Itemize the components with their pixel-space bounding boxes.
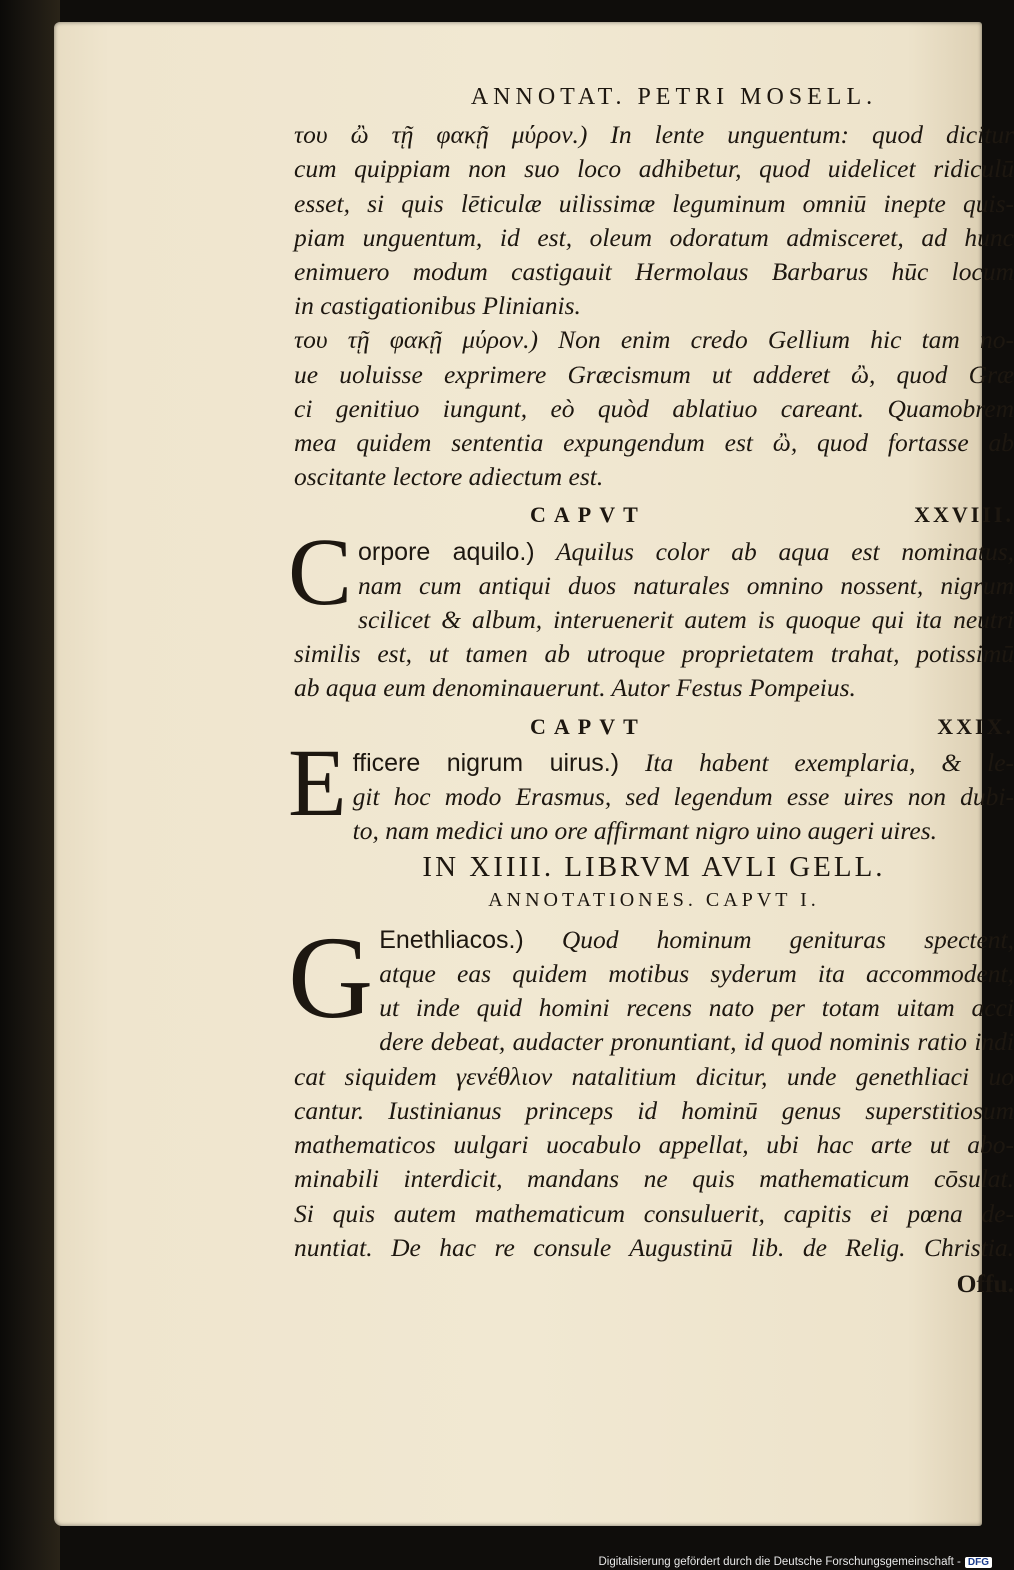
text-line: Si quis autem mathematicum consuluerit, capitis ei pœna de- <box>294 1198 1014 1228</box>
text-line: similis est, ut tamen ab utroque proprietatem trahat, potissimū <box>294 639 1014 669</box>
text-line: oscitante lectore adiectum est. <box>294 462 604 492</box>
text-line: in castigationibus Plinianis. <box>294 291 581 321</box>
text-line: to, nam medici uno ore affirmant nigro uino augeri uires. <box>352 816 937 846</box>
section-greek-2 <box>294 323 1014 494</box>
text-line: dere debeat, audacter pronuntiant, id quod nominis ratio indi <box>379 1027 1014 1057</box>
text-line: cat siquidem γενέθλιον natalitium dicitur, unde genethliaci uo <box>294 1061 1014 1091</box>
text-line: ut inde quid homini recens nato per totam uitam acci <box>379 993 1014 1023</box>
chapter-label: CAPVT <box>530 502 646 528</box>
running-head: ANNOTAT. PETRI MOSELL. <box>470 84 878 110</box>
lemma: Enethliacos.) <box>379 925 524 954</box>
drop-capital: C <box>288 517 353 625</box>
text-line: enimuero modum castigauit Hermolaus Barbarus hūc locum <box>294 257 1014 287</box>
text-line: esset, si quis lēticulæ uilissimæ leguminum omniū inepte quis- <box>294 188 1014 218</box>
text-line: minabili interdicit, mandans ne quis mathematicum cōsulat. <box>294 1164 1014 1194</box>
chapter-label: CAPVT <box>530 713 646 739</box>
lemma: orpore aquilo.) <box>358 537 535 566</box>
text-line: ab aqua eum denominauerunt. Autor Festus Pompeius. <box>294 673 856 703</box>
text-line: nuntiat. De hac re consule Augustinū lib. de Relig. Christia. <box>294 1232 1014 1262</box>
section-greek-1 <box>294 118 1014 323</box>
text-line: ci genitiuo iungunt, eò quòd ablatiuo careant. Quamobrem <box>294 393 1014 423</box>
scan-background-edge <box>0 0 60 1570</box>
chapter-28-body <box>288 517 1014 706</box>
page-text <box>288 80 1014 1301</box>
text-line: piam unguentum, id est, oleum odoratum admisceret, ad hunc <box>294 222 1014 252</box>
drop-capital: G <box>288 911 374 1043</box>
dfg-logo: DFG <box>965 1557 992 1568</box>
text-line <box>294 923 1014 957</box>
chapter-29-body <box>288 728 1014 849</box>
chapter-number: XXIX. <box>937 713 1014 739</box>
line-text: Quod hominum genituras spectent, <box>561 924 1014 954</box>
chapter-1-body <box>288 911 1014 1265</box>
digitization-footer <box>598 1556 992 1568</box>
chapter-heading-28 <box>294 498 1014 532</box>
book-page <box>54 22 1014 1526</box>
line-text: Aquilus color ab aqua est nominatus, <box>555 536 1014 566</box>
book-subtitle: ANNOTATIONES. CAPVT I. <box>488 888 820 911</box>
line-text: Ita habent exemplaria, & le- <box>644 747 1014 777</box>
catchword: Offu. <box>956 1268 1014 1298</box>
footer-text: Digitalisierung gefördert durch die Deutsche Forschungsgemeinschaft - <box>598 1556 961 1568</box>
text-line: git hoc modo Erasmus, sed legendum esse uires non dubi- <box>352 782 1014 812</box>
text-line: cum quippiam non suo loco adhibetur, quod uidelicet ridiculū <box>294 154 1014 184</box>
chapter-heading-29 <box>294 710 1014 744</box>
chapter-number: XXVIII. <box>914 502 1014 528</box>
text-line: atque eas quidem motibus syderum ita accommodent, <box>379 959 1014 989</box>
text-line: του ὢ τῇ φακῇ μύρον.) In lente unguentum: quod dicitur <box>294 120 1014 150</box>
text-line: nam cum antiqui duos naturales omnino nossent, nigrum <box>358 570 1014 600</box>
text-line: mea quidem sententia expungendum est ὢ, quod fortasse ab <box>294 428 1014 458</box>
lemma: fficere nigrum uirus.) <box>352 748 620 777</box>
text-line: mathematicos uulgari uocabulo appellat, ubi hac arte ut abo- <box>294 1130 1014 1160</box>
text-line: ue uoluisse exprimere Græcismum ut adderet ὢ, quod Græ <box>294 359 1014 389</box>
text-line: scilicet & album, interuenerit autem is quoque qui ita neutri <box>358 605 1014 635</box>
text-line <box>294 535 1014 569</box>
text-line: cantur. Iustinianus princeps id hominū genus superstitiosum <box>294 1095 1014 1125</box>
book-title: IN XIIII. LIBRVM AVLI GELL. <box>422 851 886 884</box>
text-line <box>294 746 1014 780</box>
drop-capital: E <box>288 728 347 836</box>
text-line: του τῇ φακῇ μύρον.) Non enim credo Gellium hic tam no- <box>294 325 1014 355</box>
